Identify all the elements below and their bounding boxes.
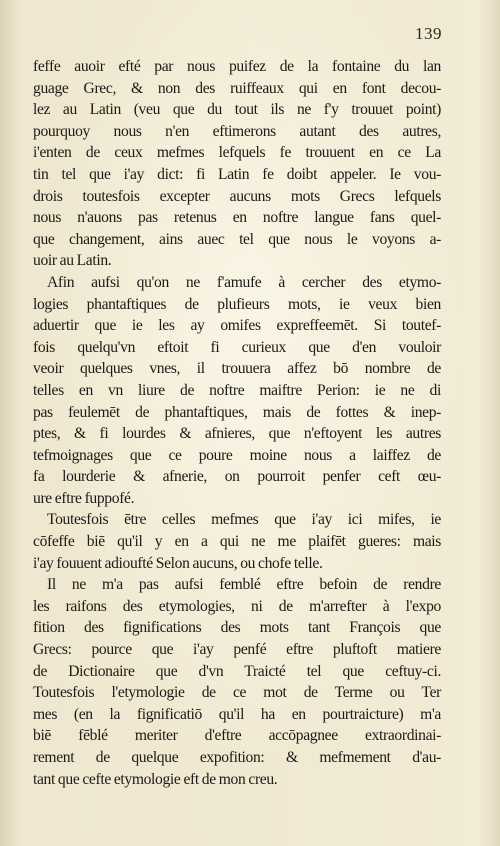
- text-line: fois quelqu'vn eftoit fi curieux que d'en vouloir: [33, 338, 441, 356]
- paragraph: [33, 509, 441, 574]
- text-line: i'ay fouuent adioufté Selon aucuns, ou chofe telle.: [33, 554, 323, 572]
- text-line: telles en vn liure de noftre maiftre Perion: ie ne di: [33, 381, 441, 399]
- text-line: mes (en la fignificatiō qu'il ha en pourtraicture) m'a: [33, 705, 441, 723]
- body-text: [33, 56, 441, 790]
- paragraph: [33, 56, 441, 272]
- text-line: les raifons des etymologies, ni de m'arrefter à l'expo: [33, 597, 441, 615]
- page-number: 139: [415, 24, 442, 43]
- text-line: rement de quelque expofition: & mefmement d'au-: [33, 749, 441, 766]
- text-line: tin tel que i'ay dict: fi Latin fe doibt appeler. Ie vou-: [33, 165, 441, 183]
- text-line: que changement, ains auec tel que nous le voyons a-: [33, 230, 441, 248]
- text-line: uoir au Latin.: [33, 252, 112, 270]
- text-line: drois toutesfois excepter aucuns mots Grecs lefquels: [33, 187, 441, 205]
- text-line: pas feulemēt de phantaftiques, mais de fottes & inep-: [33, 403, 441, 421]
- text-line: Toutesfois ētre celles mefmes que i'ay ici mifes, ie: [47, 511, 441, 529]
- text-line: feffe auoir efté par nous puifez de la fontaine du lan: [33, 58, 441, 75]
- text-line: Afin aufsi qu'on ne f'amufe à cercher des etymo-: [47, 273, 441, 291]
- text-line: fa lourderie & afnerie, on pourroit penfer ceft œu-: [33, 468, 441, 486]
- text-line: Toutesfois l'etymologie de ce mot de Terme ou Ter: [33, 684, 441, 702]
- paragraph: [33, 272, 441, 510]
- text-line: tefmoignages que ce poure moine nous a laiffez de: [33, 446, 441, 464]
- text-line: logies phantaftiques de plufieurs mots, ie veux bien: [33, 295, 441, 313]
- text-line: Grecs: pource que i'ay penfé eftre pluftoft matiere: [33, 641, 441, 659]
- text-line: biē fēblé meriter d'eftre accōpagnee extraordinai-: [33, 727, 441, 745]
- text-line: de Dictionaire que d'vn Traicté tel que ceftuy-ci.: [33, 662, 441, 680]
- text-line: guage Grec, & non des ruiffeaux qui en font decou-: [33, 79, 441, 97]
- text-line: tant que cefte etymologie eft de mon creu.: [33, 770, 278, 788]
- text-line: cōfeffe biē qu'il y en a qui ne me plaifēt gueres: mais: [33, 533, 441, 551]
- text-line: fition des fignifications des mots tant François que: [33, 619, 441, 637]
- text-line: ure eftre fuppofé.: [33, 489, 135, 507]
- text-line: veoir quelques vnes, il trouuera affez bō nombre de: [33, 360, 441, 378]
- text-line: nous n'auons pas retenus en noftre langue fans quel-: [33, 209, 441, 227]
- text-line: Il ne m'a pas aufsi femblé eftre befoin de rendre: [47, 576, 441, 594]
- text-line: ptes, & fi lourdes & afnieres, que n'eftoyent les autres: [33, 425, 441, 443]
- text-line: i'enten de ceux mefmes lefquels fe trouuent en ce La: [33, 144, 441, 162]
- text-line: pourquoy nous n'en eftimerons autant des autres,: [33, 122, 441, 140]
- paragraph: [33, 574, 441, 790]
- text-line: lez au Latin (veu que du tout ils ne f'y trouuet point): [33, 101, 441, 119]
- text-line: aduertir que ie les ay omifes expreffeemēt. Si toutef-: [33, 317, 441, 335]
